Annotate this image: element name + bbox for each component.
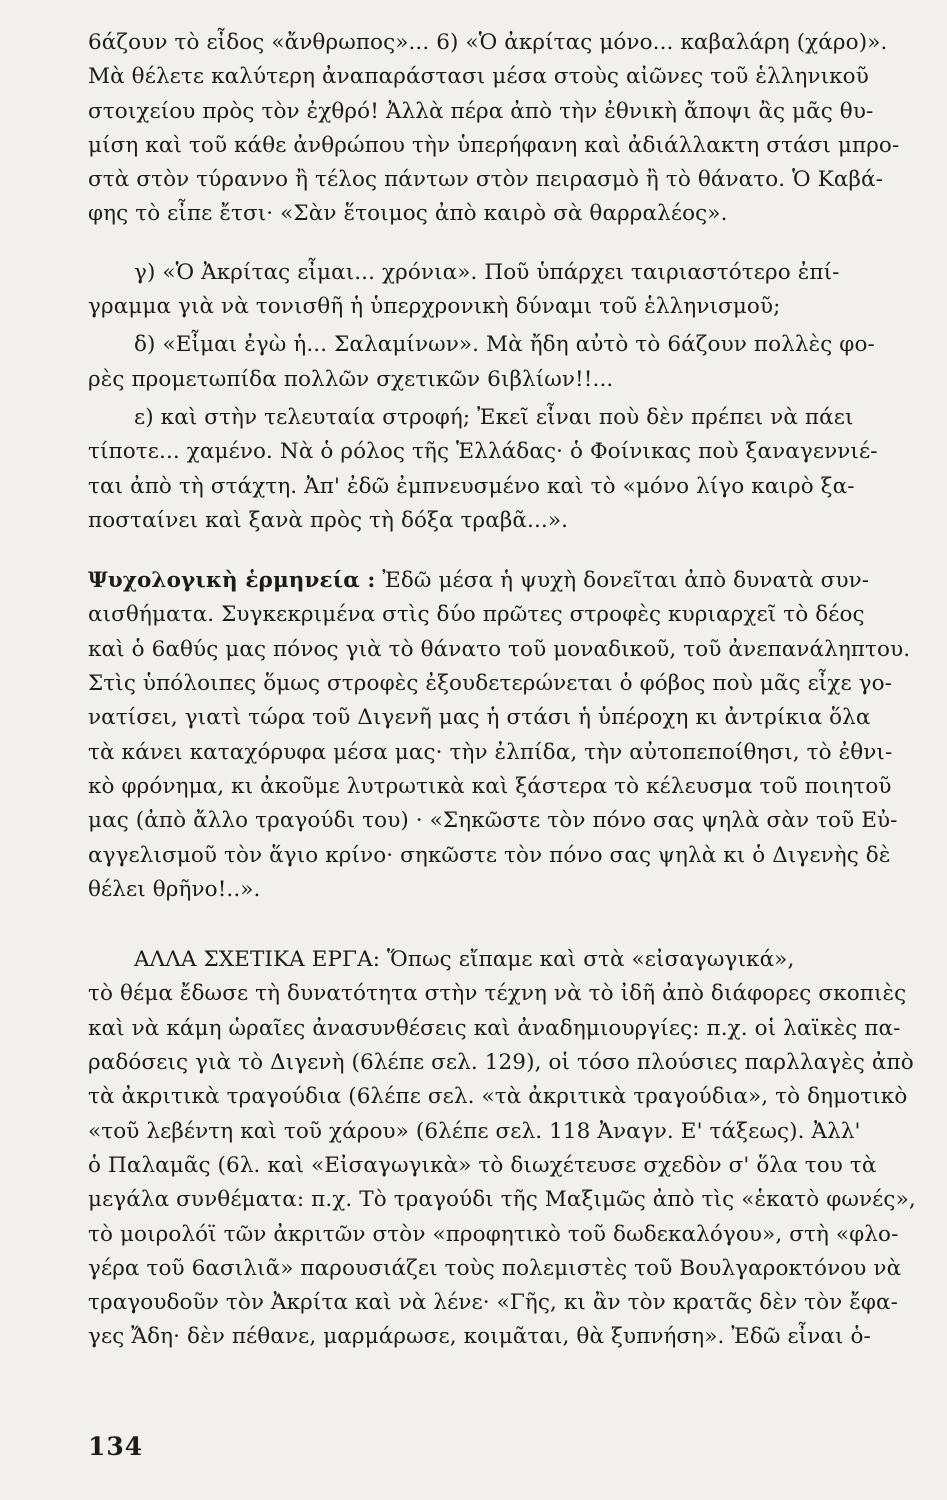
paragraph-1	[88, 26, 933, 232]
text-line: αισθήματα. Συγκεκριμένα στὶς δύο πρῶτες στροφὲς κυριαρχεῖ τὸ δέος	[88, 602, 865, 628]
text-line: μίση καὶ τοῦ κάθε ἀνθρώπου τὴν ὑπερήφανη καὶ ἀδιάλλακτη στάσι μπρο-	[88, 132, 900, 158]
text-line: Στὶς ὑπόλοιπες ὅμως στροφὲς ἐξουδετερώνεται ὁ φόβος ποὺ μᾶς εἶχε γο-	[88, 671, 893, 697]
paragraph-epsilon	[88, 401, 933, 538]
text-line: θέλει θρῆνο!..».	[88, 876, 261, 902]
text-line: στοιχείου πρὸς τὸν ἐχθρό! Ἀλλὰ πέρα ἀπὸ τὴν ἐθνικὴ ἄποψι ἂς μᾶς θυ-	[88, 98, 874, 124]
text-line: φης τὸ εἶπε ἔτσι· «Σὰν ἕτοιμος ἀπὸ καιρὸ σὰ θαρραλέος».	[88, 201, 728, 227]
text-line: ρὲς προμετωπίδα πολλῶν σχετικῶν 6ιβλίων!!...	[88, 366, 614, 392]
text-line: τὰ ἀκριτικὰ τραγούδια (6λέπε σελ. «τὰ ἀκριτικὰ τραγούδια», τὸ δημοτικὸ	[88, 1084, 908, 1110]
text-line: μας (ἀπὸ ἄλλο τραγούδι του) · «Σηκῶστε τὸν πόνο σας ψηλὰ σὰν τοῦ Εὐ-	[88, 808, 898, 834]
text-line: ὁ Παλαμᾶς (6λ. καὶ «Εἰσαγωγικὰ» τὸ διωχέτευσε σχεδὸν σ' ὅλα του τὰ	[88, 1152, 877, 1178]
text-line: ΑΛΛΑ ΣΧΕΤΙΚΑ ΕΡΓΑ: Ὅπως εἴπαμε καὶ στὰ «εἰσαγωγικά»,	[134, 947, 795, 973]
text-line: ται ἀπὸ τὴ στάχτη. Ἀπ' ἐδῶ ἐμπνευσμένο καὶ τὸ «μόνο λίγο καιρὸ ξα-	[88, 473, 855, 499]
page-number: 134	[88, 1432, 144, 1461]
text-line: τίποτε... χαμένο. Νὰ ὁ ρόλος τῆς Ἑλλάδας· ὁ Φοίνικας ποὺ ξαναγεννιέ-	[88, 439, 878, 465]
text-line: Μὰ θέλετε καλύτερη ἀναπαράστασι μέσα στοὺς αἰῶνες τοῦ ἑλληνικοῦ	[88, 64, 869, 90]
paragraph-related-works	[88, 943, 933, 1355]
text-line: καὶ νὰ κάμη ὡραῖες ἀνασυνθέσεις καὶ ἀναδημιουργίες: π.χ. οἱ λαϊκὲς πα-	[88, 1015, 901, 1041]
text-line: τὰ κάνει καταχόρυφα μέσα μας· τὴν ἐλπίδα, τὴν αὐτοπεποίθησι, τὸ ἐθνι-	[88, 739, 893, 765]
text-line: στὰ στὸν τύραννο ἢ τέλος πάντων στὸν πειρασμὸ ἢ τὸ θάνατο. Ὁ Καβά-	[88, 167, 883, 193]
body-text	[88, 26, 933, 1355]
text-line: δ) «Εἶμαι ἐγὼ ἡ... Σαλαμίνων». Μὰ ἤδη αὐτὸ τὸ 6άζουν πολλὲς φο-	[134, 332, 875, 358]
paragraph-gamma	[88, 256, 933, 325]
text-line: τὸ θέμα ἔδωσε τὴ δυνατότητα στὴν τέχνη νὰ τὸ ἰδῆ ἀπὸ διάφορες σκοπιὲς	[88, 981, 907, 1007]
text-line: ποσταίνει καὶ ξανὰ πρὸς τὴ δόξα τραβᾶ...».	[88, 507, 569, 533]
text-line: τραγουδοῦν τὸν Ἀκρίτα καὶ νὰ λένε· «Γῆς, κι ἂν τὸν κρατᾶς δὲν τὸν ἔφα-	[88, 1290, 899, 1316]
text-line: γες Ἄδη· δὲν πέθανε, μαρμάρωσε, κοιμᾶται, θὰ ξυπνήση». Ἐδῶ εἶναι ὁ-	[88, 1324, 871, 1350]
text-line: αγγελισμοῦ τὸν ἅγιο κρίνο· σηκῶστε τὸν πόνο σας ψηλὰ κι ὁ Διγενὴς δὲ	[88, 842, 891, 868]
text-line: 6άζουν τὸ εἶδος «ἄνθρωπος»... 6) «Ὁ ἀκρίτας μόνο... καβαλάρη (χάρο)».	[88, 30, 888, 55]
text-line: κὸ φρόνημα, κι ἀκοῦμε λυτρωτικὰ καὶ ξάστερα τὸ κέλευσμα τοῦ ποιητοῦ	[88, 773, 892, 799]
text-line: ε) καὶ στὴν τελευταία στροφή; Ἐκεῖ εἶναι ποὺ δὲν πρέπει νὰ πάει	[134, 404, 854, 430]
text-span: Ἐδῶ μέσα ἡ ψυχὴ δονεῖται ἀπὸ δυνατὰ συν-	[375, 568, 870, 594]
text-line: καὶ ὁ 6αθύς μας πόνος γιὰ τὸ θάνατο τοῦ μοναδικοῦ, τοῦ ἀνεπανάληπτου.	[88, 636, 911, 662]
text-line: γέρα τοῦ 6ασιλιᾶ» παρουσιάζει τοὺς πολεμιστὲς τοῦ Βουλγαροκτόνου νὰ	[88, 1255, 902, 1281]
text-line: «τοῦ λεβέντη καὶ τοῦ χάρου» (6λέπε σελ. 118 Ἀναγν. Ε' τάξεως). Ἀλλ'	[88, 1118, 861, 1144]
text-line: νατίσει, γιατὶ τώρα τοῦ Διγενῆ μας ἡ στάσι ἡ ὑπέροχη κι ἀντρίκια ὅλα	[88, 705, 871, 731]
text-line: μεγάλα συνθέματα: π.χ. Τὸ τραγούδι τῆς Μαξιμῶς ἀπὸ τὶς «ἑκατὸ φωνές»,	[88, 1187, 916, 1213]
text-line: ραδόσεις γιὰ τὸ Διγενὴ (6λέπε σελ. 129), οἱ τόσο πλούσιες παρλλαγὲς ἀπὸ	[88, 1050, 914, 1076]
text-line: γ) «Ὁ Ἀκρίτας εἶμαι... χρόνια». Ποῦ ὑπάρχει ταιριαστότερο ἐπί-	[134, 259, 840, 285]
paragraph-psychological	[88, 564, 933, 907]
text-line: τὸ μοιρολόϊ τῶν ἀκριτῶν στὸν «προφητικὸ τοῦ δωδεκαλόγου», στὴ «φλο-	[88, 1221, 899, 1247]
text-line: γραμμα γιὰ νὰ τονισθῆ ἡ ὑπερχρονικὴ δύναμι τοῦ ἑλληνισμοῦ;	[88, 294, 781, 320]
paragraph-delta	[88, 328, 933, 397]
section-heading: Ψυχολογικὴ ἑρμηνεία :	[88, 568, 376, 594]
